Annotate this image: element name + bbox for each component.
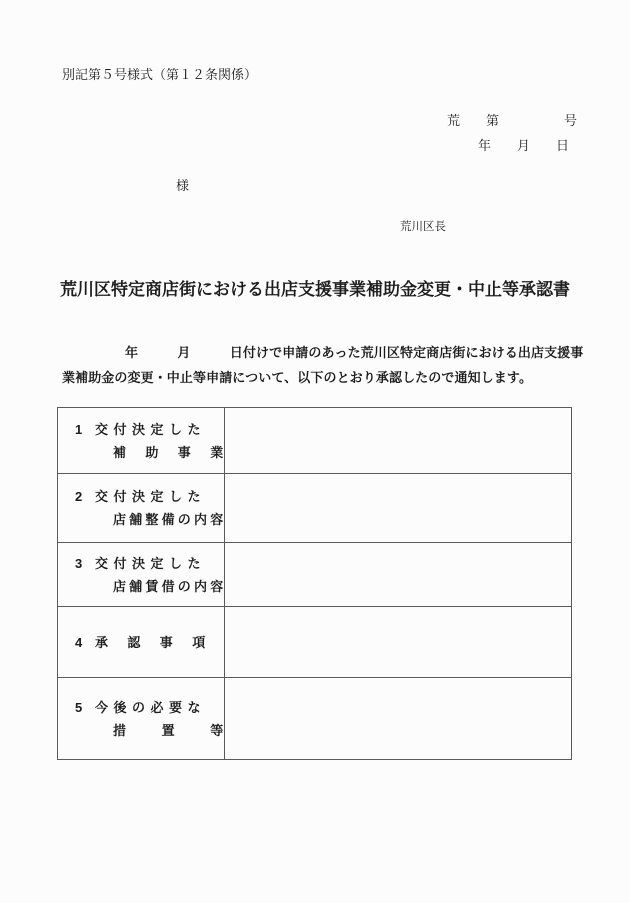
row-label-cell bbox=[58, 408, 225, 473]
row-number: 1 bbox=[75, 421, 83, 437]
document-number-line: 荒 第 号 bbox=[447, 113, 578, 128]
row-value-cell bbox=[225, 408, 571, 473]
row-value-cell bbox=[225, 543, 571, 606]
row-label-text: 交付決定した bbox=[95, 421, 207, 437]
row-number: 4 bbox=[75, 634, 83, 650]
approval-table bbox=[57, 407, 572, 760]
row-number: 2 bbox=[75, 489, 83, 504]
row-label-line1 bbox=[75, 696, 224, 719]
row-label-cell bbox=[58, 543, 225, 606]
row-label-text: 交付決定した bbox=[95, 489, 207, 504]
table-row bbox=[58, 542, 571, 606]
row-label-line1 bbox=[75, 631, 224, 654]
body-line-2: 業補助金の変更・中止等申請について、以下のとおり承認したので通知します。 bbox=[62, 370, 533, 385]
row-label-line2: 補 助 事 業 bbox=[113, 444, 227, 460]
row-number: 3 bbox=[75, 555, 83, 571]
table-row bbox=[58, 606, 571, 677]
row-value-cell bbox=[225, 678, 571, 759]
document-title: 荒川区特定商店街における出店支援事業補助金変更・中止等承認書 bbox=[60, 280, 570, 299]
row-value-cell bbox=[225, 474, 571, 542]
issue-date-line: 年 月 日 bbox=[478, 138, 570, 153]
body-line-1: 年 月 日付けで申請のあった荒川区特定商店街における出店支援事 bbox=[125, 345, 584, 360]
row-label-line2: 店舗賃借の内容 bbox=[113, 578, 227, 594]
table-row bbox=[58, 408, 571, 473]
row-label-cell bbox=[58, 678, 225, 759]
row-label-line1 bbox=[75, 485, 224, 508]
row-label-text: 承 認 事 項 bbox=[95, 634, 209, 650]
recipient-honorific: 様 bbox=[176, 178, 190, 193]
row-label-line1 bbox=[75, 552, 224, 575]
row-value-cell bbox=[225, 607, 571, 677]
row-label-line2: 店舗整備の内容 bbox=[113, 512, 227, 527]
row-label-cell bbox=[58, 474, 225, 542]
table-row bbox=[58, 677, 571, 759]
sender-title: 荒川区長 bbox=[400, 221, 446, 233]
row-label-cell bbox=[58, 607, 225, 677]
form-style-note: 別記第５号様式（第１２条関係） bbox=[62, 67, 258, 82]
table-row bbox=[58, 473, 571, 542]
row-label-line2: 措 置 等 bbox=[113, 722, 227, 738]
row-label-text: 今後の必要な bbox=[95, 699, 207, 715]
row-number: 5 bbox=[75, 699, 83, 715]
row-label-text: 交付決定した bbox=[95, 555, 207, 571]
row-label-line1 bbox=[75, 418, 224, 441]
